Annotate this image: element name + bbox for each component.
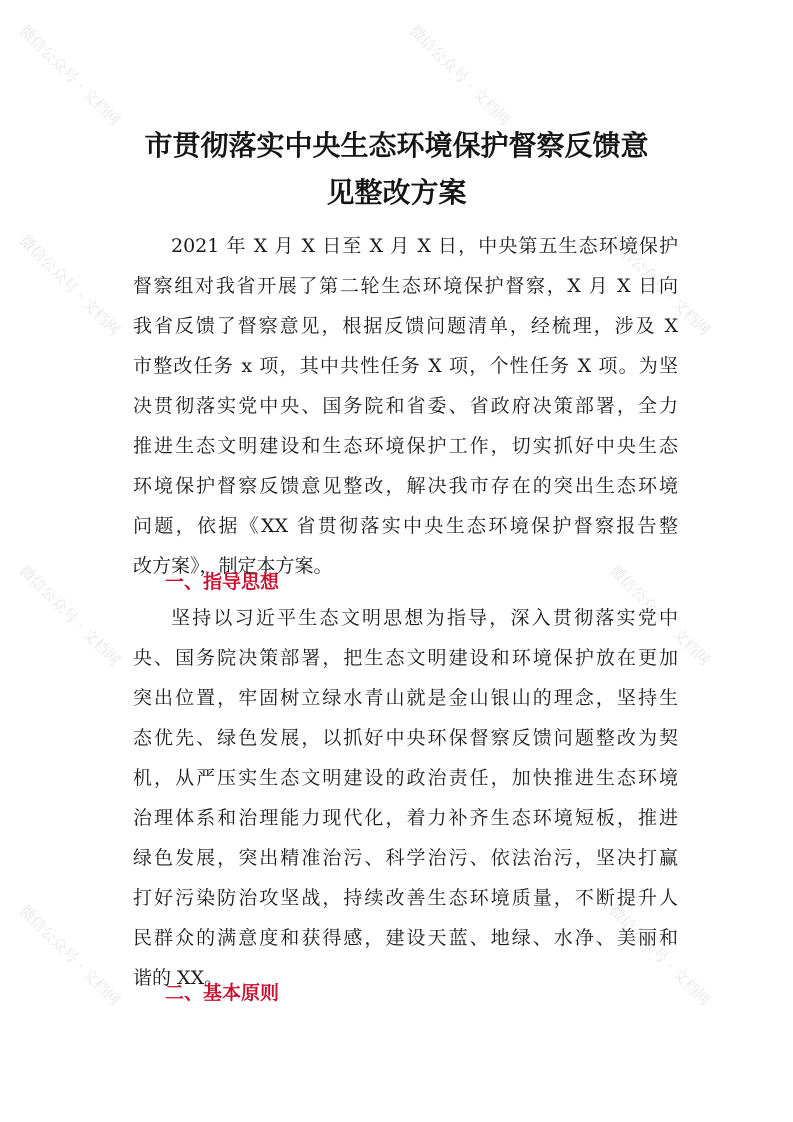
text-line: 2021 年 X 月 X 日至 X 月 X 日，中央第五生态环境保护 (171, 235, 678, 257)
watermark: 微信公众号 · 文档网 (605, 901, 714, 1010)
watermark: 微信公众号 · 文档网 (405, 21, 514, 130)
text-line: 我省反馈了督察意见，根据反馈问题清单，经梳理，涉及 X (133, 315, 678, 337)
text-line: 央、国务院决策部署，把生态文明建设和环境保护放在更加 (133, 647, 678, 669)
text-line: 环境保护督察反馈意见整改，解决我市存在的突出生态环境 (133, 475, 678, 497)
watermark: 微信公众号 · 文档网 (605, 561, 714, 670)
intro-paragraph (133, 226, 678, 586)
text-line: 推进生态文明建设和生态环境保护工作，切实抓好中央生态 (133, 435, 678, 457)
text-line: 民群众的满意度和获得感，建设天蓝、地绿、水净、美丽和 (133, 927, 678, 949)
text-line: 机，从严压实生态文明建设的政治责任，加快推进生态环境 (133, 767, 678, 789)
text-line: 决贯彻落实党中央、国务院和省委、省政府决策部署，全力 (133, 395, 678, 417)
text-line: 治理体系和治理能力现代化，着力补齐生态环境短板，推进 (133, 807, 678, 829)
text-line: 打好污染防治攻坚战，持续改善生态环境质量，不断提升人 (133, 887, 678, 909)
text-line: 市整改任务 x 项，其中共性任务 X 项，个性任务 X 项。为坚 (133, 355, 678, 377)
text-line: 谐的 XX。 (133, 967, 224, 989)
watermark: 微信公众号 · 文档网 (15, 21, 124, 130)
watermark: 微信公众号 · 文档网 (15, 231, 124, 340)
section-heading-basic-principles: 二、基本原则 (165, 982, 280, 1004)
title-line: 市贯彻落实中央生态环境保护督察反馈意 (144, 129, 649, 162)
text-line: 督察组对我省开展了第二轮生态环境保护督察，X 月 X 日向 (133, 275, 678, 297)
watermark: 微信公众号 · 文档网 (605, 231, 714, 340)
text-line: 突出位置，牢固树立绿水青山就是金山银山的理念，坚持生 (133, 687, 678, 709)
section-heading-guiding-ideology: 一、指导思想 (165, 571, 280, 593)
section1-paragraph (133, 598, 678, 998)
watermark: 微信公众号 · 文档网 (15, 901, 124, 1010)
document-title (100, 122, 693, 216)
text-line: 坚持以习近平生态文明思想为指导，深入贯彻落实党中 (171, 607, 678, 629)
text-line: 态优先、绿色发展，以抓好中央环保督察反馈问题整改为契 (133, 727, 678, 749)
text-line: 改方案》，制定本方案。 (133, 555, 333, 577)
text-line: 绿色发展，突出精准治污、科学治污、依法治污，坚决打赢 (133, 847, 678, 869)
title-line: 见整改方案 (326, 176, 467, 209)
text-line: 问题，依据《XX 省贯彻落实中央生态环境保护督察报告整 (133, 515, 678, 537)
watermark: 微信公众号 · 文档网 (15, 561, 124, 670)
